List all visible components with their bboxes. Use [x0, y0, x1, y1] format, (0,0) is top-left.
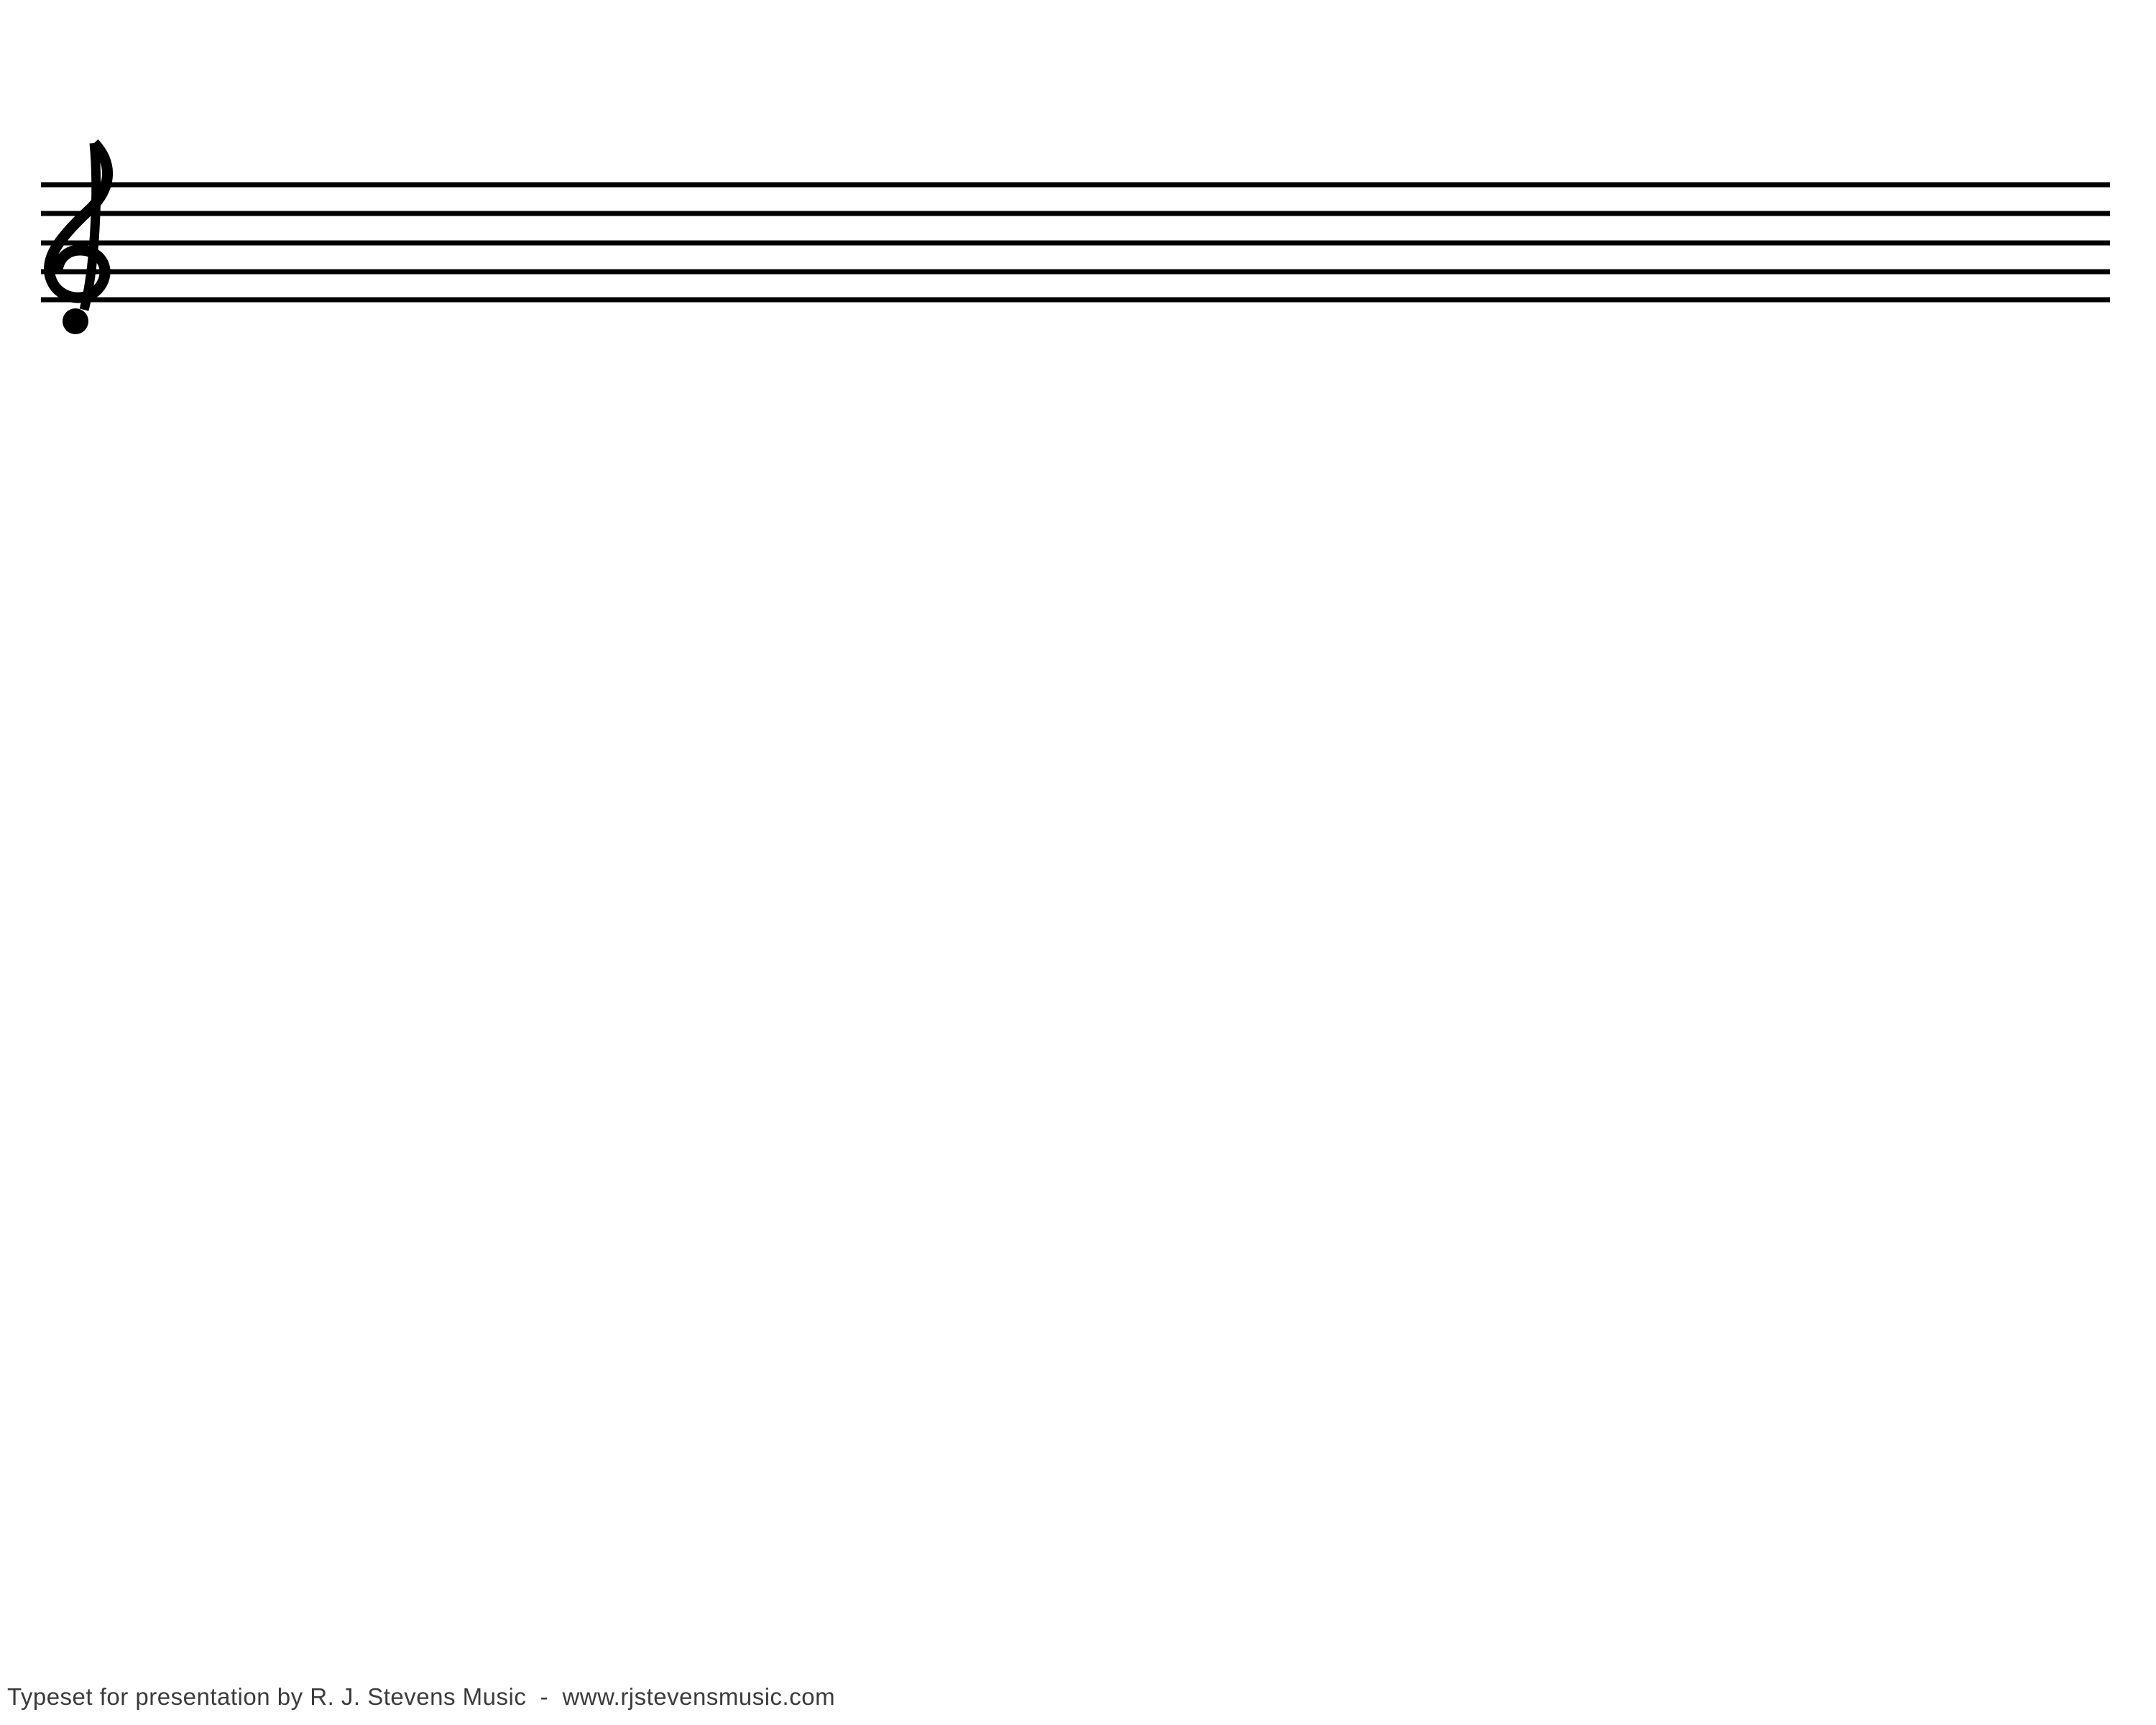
- system1-treble: [41, 143, 2110, 334]
- typeset-credit: Typeset for presentation by R. J. Stevens Music - www.rjstevensmusic.com: [7, 1683, 836, 1710]
- treble-clef-stem: [84, 143, 96, 310]
- treble-clef-tail-dot: [63, 308, 88, 334]
- treble-clef-icon: [49, 143, 107, 334]
